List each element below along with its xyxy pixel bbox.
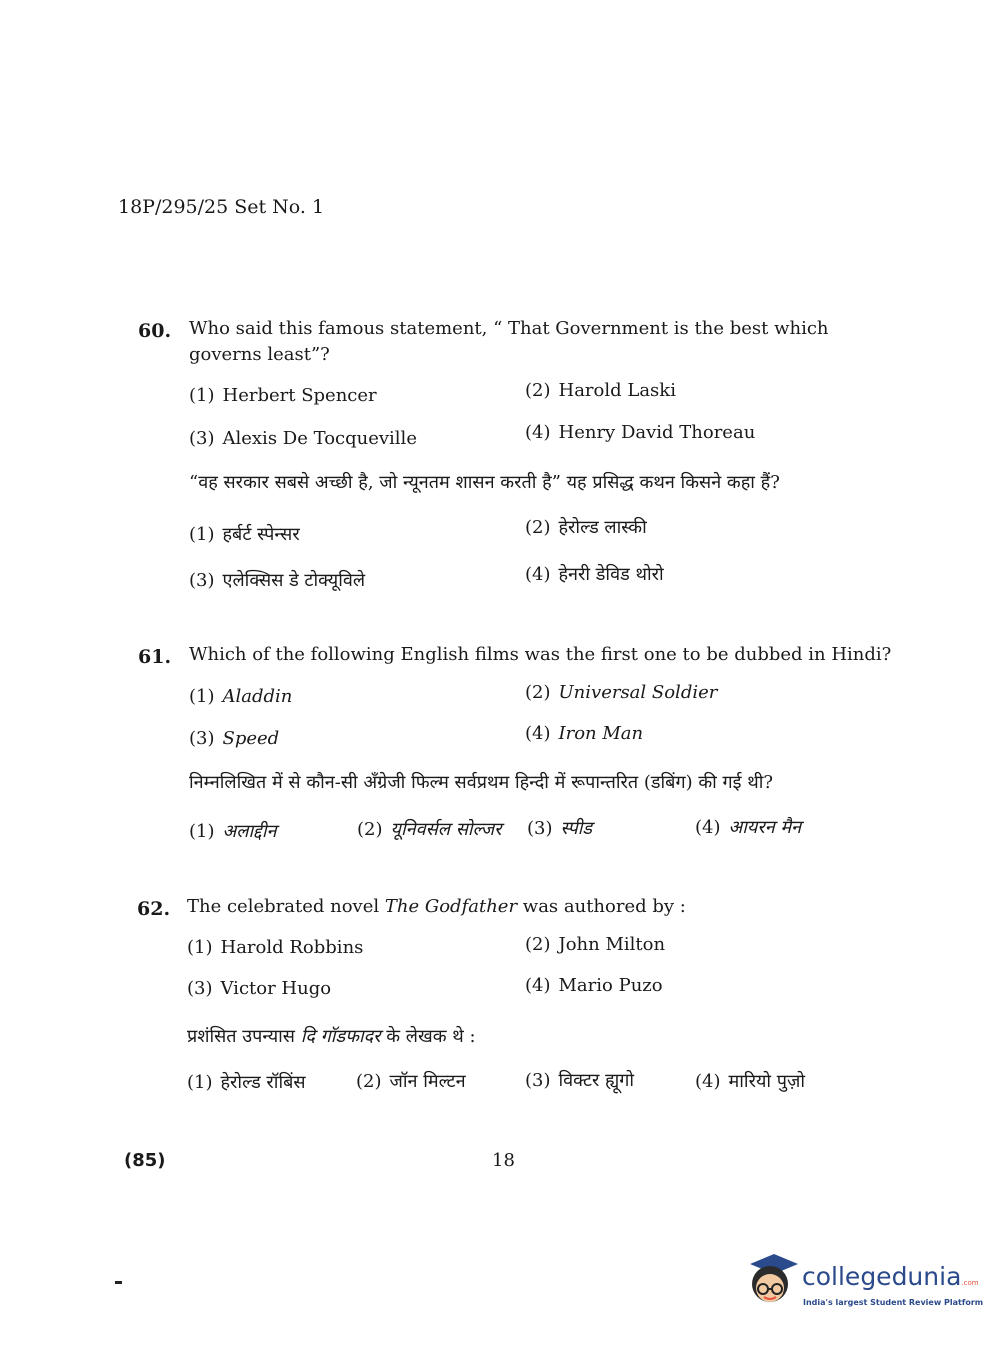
collegedunia-logo: collegedunia.com xyxy=(802,1262,979,1291)
question-text-hi: प्रशंसित उपन्यास दि गॉडफादर के लेखक थे : xyxy=(187,1026,476,1047)
option-1-hi: (1) हर्बर्ट स्पेन्सर xyxy=(189,524,300,545)
option-1-en: (1) Harold Robbins xyxy=(187,937,364,958)
option-4-hi: (4) हेनरी डेविड थोरो xyxy=(525,564,664,585)
question-text-hi: “वह सरकार सबसे अच्छी है, जो न्यूनतम शासन करती है” यह प्रसिद्ध कथन किसने कहा हैं? xyxy=(189,472,780,493)
option-3-en: (3) Speed xyxy=(189,728,280,749)
question-number: 61. xyxy=(138,646,172,668)
question-text-en: Who said this famous statement, “ That Government is the best which governs least”? xyxy=(189,318,829,365)
scan-mark xyxy=(115,1281,122,1284)
option-4-en: (4) Iron Man xyxy=(525,723,644,744)
question-text-en: Which of the following English films was the first one to be dubbed in Hindi? xyxy=(189,644,892,665)
page-number: 18 xyxy=(492,1150,515,1171)
option-1-hi: (1) अलाद्दीन xyxy=(189,821,277,842)
option-3-en: (3) Alexis De Tocqueville xyxy=(189,428,417,449)
option-4-en: (4) Mario Puzo xyxy=(525,975,663,996)
option-2-en: (2) Universal Soldier xyxy=(525,682,718,703)
set-header: 18P/295/25 Set No. 1 xyxy=(118,196,325,218)
option-2-hi: (2) यूनिवर्सल सोल्जर xyxy=(357,819,502,840)
option-1-en: (1) Herbert Spencer xyxy=(189,385,377,406)
novel-title: The Godfather xyxy=(384,896,518,917)
logo-tagline: India's largest Student Review Platform xyxy=(803,1298,984,1307)
option-2-en: (2) Harold Laski xyxy=(525,380,676,401)
option-3-en: (3) Victor Hugo xyxy=(187,978,332,999)
paper-code: (85) xyxy=(124,1150,166,1171)
option-2-en: (2) John Milton xyxy=(525,934,666,955)
question-number: 60. xyxy=(138,320,172,342)
option-4-hi: (4) आयरन मैन xyxy=(695,817,802,838)
option-2-hi: (2) जॉन मिल्टन xyxy=(356,1071,466,1092)
option-1-hi: (1) हेरोल्ड रॉबिंस xyxy=(187,1072,306,1093)
option-2-hi: (2) हेरोल्ड लास्की xyxy=(525,517,647,538)
option-4-hi: (4) मारियो पुज़ो xyxy=(695,1071,806,1092)
collegedunia-mascot-icon xyxy=(742,1250,802,1310)
novel-title-hi: दि गॉडफादर xyxy=(300,1026,381,1047)
question-number: 62. xyxy=(137,898,171,920)
option-4-en: (4) Henry David Thoreau xyxy=(525,422,756,443)
question-text-hi: निम्नलिखित में से कौन-सी अँग्रेजी फिल्म सर्वप्रथम हिन्दी में रूपान्तरित (डबिंग) की गई थी? xyxy=(189,772,774,793)
option-1-en: (1) Aladdin xyxy=(189,686,293,707)
question-text-en: The celebrated novel The Godfather was authored by : xyxy=(187,896,686,917)
option-3-hi: (3) विक्टर ह्यूगो xyxy=(525,1070,635,1091)
option-3-hi: (3) स्पीड xyxy=(527,818,593,839)
option-3-hi: (3) एलेक्सिस डे टोक्यूविले xyxy=(189,570,366,591)
